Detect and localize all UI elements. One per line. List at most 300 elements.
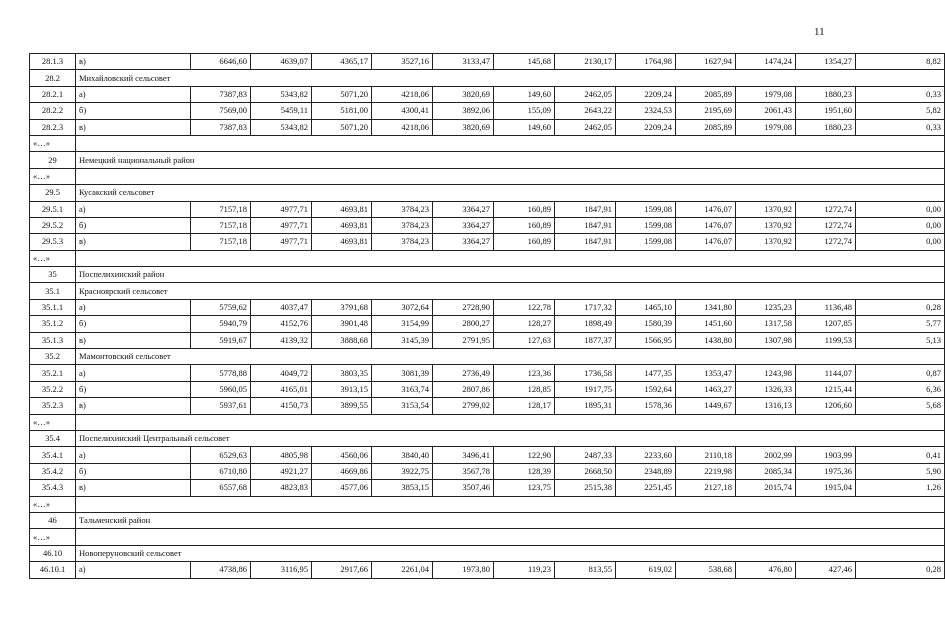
value-cell: 8,82: [856, 54, 945, 70]
value-cell: 3072,64: [372, 299, 433, 315]
section-code: 35.4: [30, 430, 76, 446]
row-code: 46.10.1: [30, 562, 76, 578]
row-variant: а): [76, 365, 191, 381]
row-variant: б): [76, 381, 191, 397]
value-cell: 4693,81: [312, 217, 372, 233]
value-cell: 1272,74: [796, 217, 856, 233]
value-cell: 2791,95: [433, 332, 494, 348]
value-cell: 3820,69: [433, 119, 494, 135]
value-cell: 122,78: [494, 299, 555, 315]
value-cell: 1474,24: [736, 54, 796, 70]
value-cell: 1736,58: [555, 365, 616, 381]
table-row: [30, 562, 945, 578]
row-code: 35.1.3: [30, 332, 76, 348]
value-cell: 1599,08: [616, 201, 676, 217]
value-cell: 1317,58: [736, 316, 796, 332]
value-cell: 5778,88: [191, 365, 251, 381]
row-code: 35.2.2: [30, 381, 76, 397]
value-cell: 5343,82: [251, 119, 312, 135]
value-cell: 1354,27: [796, 54, 856, 70]
value-cell: 155,09: [494, 103, 555, 119]
value-cell: 4921,27: [251, 463, 312, 479]
value-cell: 0,28: [856, 562, 945, 578]
table-row: [30, 103, 945, 119]
value-cell: 4738,86: [191, 562, 251, 578]
row-code: 35.2.1: [30, 365, 76, 381]
value-cell: 2261,04: [372, 562, 433, 578]
value-cell: 3154,99: [372, 316, 433, 332]
value-cell: 0,33: [856, 119, 945, 135]
section-code: 29.5: [30, 185, 76, 201]
table-row: [30, 86, 945, 102]
table-row: [30, 217, 945, 233]
value-cell: 1917,75: [555, 381, 616, 397]
value-cell: 4693,81: [312, 201, 372, 217]
value-cell: 1599,08: [616, 217, 676, 233]
row-code: 35.4.1: [30, 447, 76, 463]
value-cell: 3145,39: [372, 332, 433, 348]
row-variant: а): [76, 201, 191, 217]
value-cell: 1243,98: [736, 365, 796, 381]
value-cell: 122,90: [494, 447, 555, 463]
value-cell: 1272,74: [796, 234, 856, 250]
value-cell: 2219,98: [676, 463, 736, 479]
value-cell: 145,68: [494, 54, 555, 70]
value-cell: 5940,79: [191, 316, 251, 332]
value-cell: 4639,07: [251, 54, 312, 70]
value-cell: 1717,32: [555, 299, 616, 315]
value-cell: 2251,45: [616, 480, 676, 496]
value-cell: 3922,75: [372, 463, 433, 479]
value-cell: 4165,01: [251, 381, 312, 397]
value-cell: 5,77: [856, 316, 945, 332]
row-code: 35.4.3: [30, 480, 76, 496]
value-cell: 5919,67: [191, 332, 251, 348]
value-cell: 1877,37: [555, 332, 616, 348]
value-cell: 1975,36: [796, 463, 856, 479]
value-cell: 3784,23: [372, 201, 433, 217]
table-row: [30, 398, 945, 414]
value-cell: 6557,68: [191, 480, 251, 496]
value-cell: 1451,60: [676, 316, 736, 332]
value-cell: 5459,11: [251, 103, 312, 119]
value-cell: 2643,22: [555, 103, 616, 119]
value-cell: 4139,32: [251, 332, 312, 348]
value-cell: 1973,80: [433, 562, 494, 578]
value-cell: 1476,07: [676, 201, 736, 217]
value-cell: 619,02: [616, 562, 676, 578]
value-cell: 3913,15: [312, 381, 372, 397]
row-code: 28.2.2: [30, 103, 76, 119]
value-cell: 6,36: [856, 381, 945, 397]
value-cell: 1898,49: [555, 316, 616, 332]
value-cell: 4218,06: [372, 119, 433, 135]
row-code: 28.2.1: [30, 86, 76, 102]
section-header-row: [30, 152, 945, 168]
section-header-row: [30, 349, 945, 365]
value-cell: 3133,47: [433, 54, 494, 70]
omission-row: [30, 135, 945, 151]
value-cell: 3888,68: [312, 332, 372, 348]
section-title: Немецкий национальный район: [76, 152, 945, 168]
value-cell: 1438,80: [676, 332, 736, 348]
section-title: Кусакский сельсовет: [76, 185, 945, 201]
row-code: 29.5.3: [30, 234, 76, 250]
value-cell: 0,41: [856, 447, 945, 463]
value-cell: 128,85: [494, 381, 555, 397]
table-row: [30, 234, 945, 250]
row-code: 29.5.1: [30, 201, 76, 217]
value-cell: 4560,06: [312, 447, 372, 463]
omission-mark: «…»: [30, 529, 76, 545]
omission-row: [30, 529, 945, 545]
value-cell: 2515,38: [555, 480, 616, 496]
value-cell: 3567,78: [433, 463, 494, 479]
section-header-row: [30, 185, 945, 201]
section-header-row: [30, 545, 945, 561]
value-cell: 5343,82: [251, 86, 312, 102]
value-cell: 1215,44: [796, 381, 856, 397]
value-cell: 160,89: [494, 234, 555, 250]
value-cell: 0,28: [856, 299, 945, 315]
value-cell: 3820,69: [433, 86, 494, 102]
value-cell: 3892,06: [433, 103, 494, 119]
value-cell: 2487,33: [555, 447, 616, 463]
value-cell: 3784,23: [372, 234, 433, 250]
value-cell: 427,46: [796, 562, 856, 578]
value-cell: 0,00: [856, 234, 945, 250]
value-cell: 2668,50: [555, 463, 616, 479]
value-cell: 2085,89: [676, 119, 736, 135]
value-cell: 4577,06: [312, 480, 372, 496]
value-cell: 813,55: [555, 562, 616, 578]
value-cell: 119,23: [494, 562, 555, 578]
row-variant: б): [76, 217, 191, 233]
section-title: Поспелихинский район: [76, 267, 945, 283]
table-row: [30, 463, 945, 479]
row-code: 29.5.2: [30, 217, 76, 233]
value-cell: 7157,18: [191, 217, 251, 233]
section-title: Поспелихинский Центральный сельсовет: [76, 430, 945, 446]
value-cell: 2917,66: [312, 562, 372, 578]
value-cell: 149,60: [494, 119, 555, 135]
omission-mark: «…»: [30, 168, 76, 184]
value-cell: 3527,16: [372, 54, 433, 70]
value-cell: 7157,18: [191, 234, 251, 250]
omission-row: [30, 414, 945, 430]
value-cell: 1449,67: [676, 398, 736, 414]
value-cell: 3853,15: [372, 480, 433, 496]
value-cell: 1477,35: [616, 365, 676, 381]
section-title: Красноярский сельсовет: [76, 283, 945, 299]
value-cell: 3791,68: [312, 299, 372, 315]
omission-mark: «…»: [30, 250, 76, 266]
value-cell: 2085,89: [676, 86, 736, 102]
row-variant: б): [76, 316, 191, 332]
value-cell: 4300,41: [372, 103, 433, 119]
value-cell: 1580,39: [616, 316, 676, 332]
value-cell: 3081,39: [372, 365, 433, 381]
table-row: [30, 119, 945, 135]
value-cell: 2807,86: [433, 381, 494, 397]
row-variant: в): [76, 480, 191, 496]
table-row: [30, 447, 945, 463]
value-cell: 2233,60: [616, 447, 676, 463]
omission-spacer: [76, 496, 945, 512]
row-variant: в): [76, 54, 191, 70]
value-cell: 149,60: [494, 86, 555, 102]
section-code: 35: [30, 267, 76, 283]
value-cell: 5937,61: [191, 398, 251, 414]
table-row: [30, 381, 945, 397]
value-cell: 2800,27: [433, 316, 494, 332]
section-title: Мамонтовский сельсовет: [76, 349, 945, 365]
value-cell: 1370,92: [736, 201, 796, 217]
value-cell: 3784,23: [372, 217, 433, 233]
table-row: [30, 299, 945, 315]
value-cell: 7157,18: [191, 201, 251, 217]
value-cell: 6710,80: [191, 463, 251, 479]
row-variant: в): [76, 332, 191, 348]
value-cell: 5,68: [856, 398, 945, 414]
data-table: [29, 53, 945, 579]
table-row: [30, 480, 945, 496]
value-cell: 2209,24: [616, 86, 676, 102]
value-cell: 3364,27: [433, 201, 494, 217]
value-cell: 3840,40: [372, 447, 433, 463]
row-variant: в): [76, 234, 191, 250]
row-variant: а): [76, 86, 191, 102]
section-code: 28.2: [30, 70, 76, 86]
value-cell: 3803,35: [312, 365, 372, 381]
value-cell: 1370,92: [736, 217, 796, 233]
omission-spacer: [76, 529, 945, 545]
value-cell: 1903,99: [796, 447, 856, 463]
value-cell: 7387,83: [191, 86, 251, 102]
value-cell: 160,89: [494, 217, 555, 233]
value-cell: 2324,53: [616, 103, 676, 119]
section-header-row: [30, 430, 945, 446]
value-cell: 1341,80: [676, 299, 736, 315]
omission-spacer: [76, 414, 945, 430]
value-cell: 1235,23: [736, 299, 796, 315]
value-cell: 1979,08: [736, 86, 796, 102]
table-row: [30, 201, 945, 217]
value-cell: 3163,74: [372, 381, 433, 397]
section-title: Тальменский район: [76, 512, 945, 528]
value-cell: 4365,17: [312, 54, 372, 70]
value-cell: 5181,00: [312, 103, 372, 119]
value-cell: 2015,74: [736, 480, 796, 496]
value-cell: 1207,85: [796, 316, 856, 332]
value-cell: 2127,18: [676, 480, 736, 496]
section-title: Михайловский сельсовет: [76, 70, 945, 86]
omission-mark: «…»: [30, 496, 76, 512]
omission-row: [30, 250, 945, 266]
value-cell: 7569,00: [191, 103, 251, 119]
row-variant: а): [76, 299, 191, 315]
value-cell: 1847,91: [555, 234, 616, 250]
value-cell: 1476,07: [676, 217, 736, 233]
value-cell: 5,90: [856, 463, 945, 479]
row-variant: а): [76, 447, 191, 463]
value-cell: 1316,13: [736, 398, 796, 414]
value-cell: 1476,07: [676, 234, 736, 250]
value-cell: 4693,81: [312, 234, 372, 250]
value-cell: 4977,71: [251, 201, 312, 217]
value-cell: 1307,98: [736, 332, 796, 348]
section-code: 46: [30, 512, 76, 528]
value-cell: 2061,43: [736, 103, 796, 119]
value-cell: 1136,48: [796, 299, 856, 315]
value-cell: 4152,76: [251, 316, 312, 332]
value-cell: 2799,02: [433, 398, 494, 414]
value-cell: 1847,91: [555, 201, 616, 217]
value-cell: 123,36: [494, 365, 555, 381]
value-cell: 4049,72: [251, 365, 312, 381]
section-code: 46.10: [30, 545, 76, 561]
value-cell: 5,13: [856, 332, 945, 348]
value-cell: 538,68: [676, 562, 736, 578]
value-cell: 1847,91: [555, 217, 616, 233]
value-cell: 4805,98: [251, 447, 312, 463]
value-cell: 2728,90: [433, 299, 494, 315]
omission-spacer: [76, 168, 945, 184]
row-variant: а): [76, 562, 191, 578]
value-cell: 2462,05: [555, 119, 616, 135]
value-cell: 1979,08: [736, 119, 796, 135]
value-cell: 5,82: [856, 103, 945, 119]
value-cell: 2110,18: [676, 447, 736, 463]
omission-row: [30, 168, 945, 184]
value-cell: 3496,41: [433, 447, 494, 463]
section-title: Новоперуновский сельсовет: [76, 545, 945, 561]
omission-spacer: [76, 135, 945, 151]
value-cell: 476,80: [736, 562, 796, 578]
value-cell: 1627,94: [676, 54, 736, 70]
value-cell: 0,00: [856, 201, 945, 217]
value-cell: 3116,95: [251, 562, 312, 578]
value-cell: 1463,27: [676, 381, 736, 397]
value-cell: 2348,89: [616, 463, 676, 479]
value-cell: 1895,31: [555, 398, 616, 414]
value-cell: 4150,73: [251, 398, 312, 414]
value-cell: 3364,27: [433, 234, 494, 250]
value-cell: 128,39: [494, 463, 555, 479]
value-cell: 1272,74: [796, 201, 856, 217]
value-cell: 1764,98: [616, 54, 676, 70]
row-code: 28.1.3: [30, 54, 76, 70]
value-cell: 5759,62: [191, 299, 251, 315]
value-cell: 123,75: [494, 480, 555, 496]
omission-row: [30, 496, 945, 512]
table-row: [30, 54, 945, 70]
table-row: [30, 365, 945, 381]
omission-spacer: [76, 250, 945, 266]
section-code: 29: [30, 152, 76, 168]
row-variant: б): [76, 463, 191, 479]
value-cell: 0,33: [856, 86, 945, 102]
value-cell: 4977,71: [251, 234, 312, 250]
value-cell: 128,27: [494, 316, 555, 332]
table-row: [30, 316, 945, 332]
section-header-row: [30, 70, 945, 86]
row-code: 35.4.2: [30, 463, 76, 479]
row-code: 28.2.3: [30, 119, 76, 135]
value-cell: 0,87: [856, 365, 945, 381]
value-cell: 1,26: [856, 480, 945, 496]
value-cell: 1880,23: [796, 119, 856, 135]
section-code: 35.2: [30, 349, 76, 365]
section-code: 35.1: [30, 283, 76, 299]
value-cell: 7387,83: [191, 119, 251, 135]
value-cell: 4823,83: [251, 480, 312, 496]
value-cell: 1326,33: [736, 381, 796, 397]
value-cell: 1599,08: [616, 234, 676, 250]
section-header-row: [30, 512, 945, 528]
value-cell: 6646,60: [191, 54, 251, 70]
section-header-row: [30, 283, 945, 299]
value-cell: 3507,46: [433, 480, 494, 496]
value-cell: 1566,95: [616, 332, 676, 348]
value-cell: 2130,17: [555, 54, 616, 70]
value-cell: 1951,60: [796, 103, 856, 119]
page-number: 11: [814, 26, 825, 38]
value-cell: 5960,05: [191, 381, 251, 397]
value-cell: 1353,47: [676, 365, 736, 381]
value-cell: 4218,06: [372, 86, 433, 102]
value-cell: 3153,54: [372, 398, 433, 414]
value-cell: 4977,71: [251, 217, 312, 233]
value-cell: 4037,47: [251, 299, 312, 315]
table-row: [30, 332, 945, 348]
section-header-row: [30, 267, 945, 283]
row-code: 35.1.2: [30, 316, 76, 332]
value-cell: 2085,34: [736, 463, 796, 479]
row-variant: б): [76, 103, 191, 119]
value-cell: 3901,48: [312, 316, 372, 332]
value-cell: 3899,55: [312, 398, 372, 414]
value-cell: 5071,20: [312, 86, 372, 102]
value-cell: 2195,69: [676, 103, 736, 119]
value-cell: 1592,64: [616, 381, 676, 397]
row-variant: в): [76, 119, 191, 135]
value-cell: 2209,24: [616, 119, 676, 135]
row-variant: в): [76, 398, 191, 414]
value-cell: 2736,49: [433, 365, 494, 381]
row-code: 35.2.3: [30, 398, 76, 414]
value-cell: 0,00: [856, 217, 945, 233]
value-cell: 160,89: [494, 201, 555, 217]
value-cell: 1578,36: [616, 398, 676, 414]
value-cell: 127,63: [494, 332, 555, 348]
value-cell: 2002,99: [736, 447, 796, 463]
value-cell: 5071,20: [312, 119, 372, 135]
value-cell: 128,17: [494, 398, 555, 414]
value-cell: 1465,10: [616, 299, 676, 315]
value-cell: 4669,86: [312, 463, 372, 479]
value-cell: 3364,27: [433, 217, 494, 233]
omission-mark: «…»: [30, 414, 76, 430]
value-cell: 1915,04: [796, 480, 856, 496]
value-cell: 1199,53: [796, 332, 856, 348]
value-cell: 1880,23: [796, 86, 856, 102]
value-cell: 1206,60: [796, 398, 856, 414]
value-cell: 1144,07: [796, 365, 856, 381]
row-code: 35.1.1: [30, 299, 76, 315]
value-cell: 6529,63: [191, 447, 251, 463]
omission-mark: «…»: [30, 135, 76, 151]
